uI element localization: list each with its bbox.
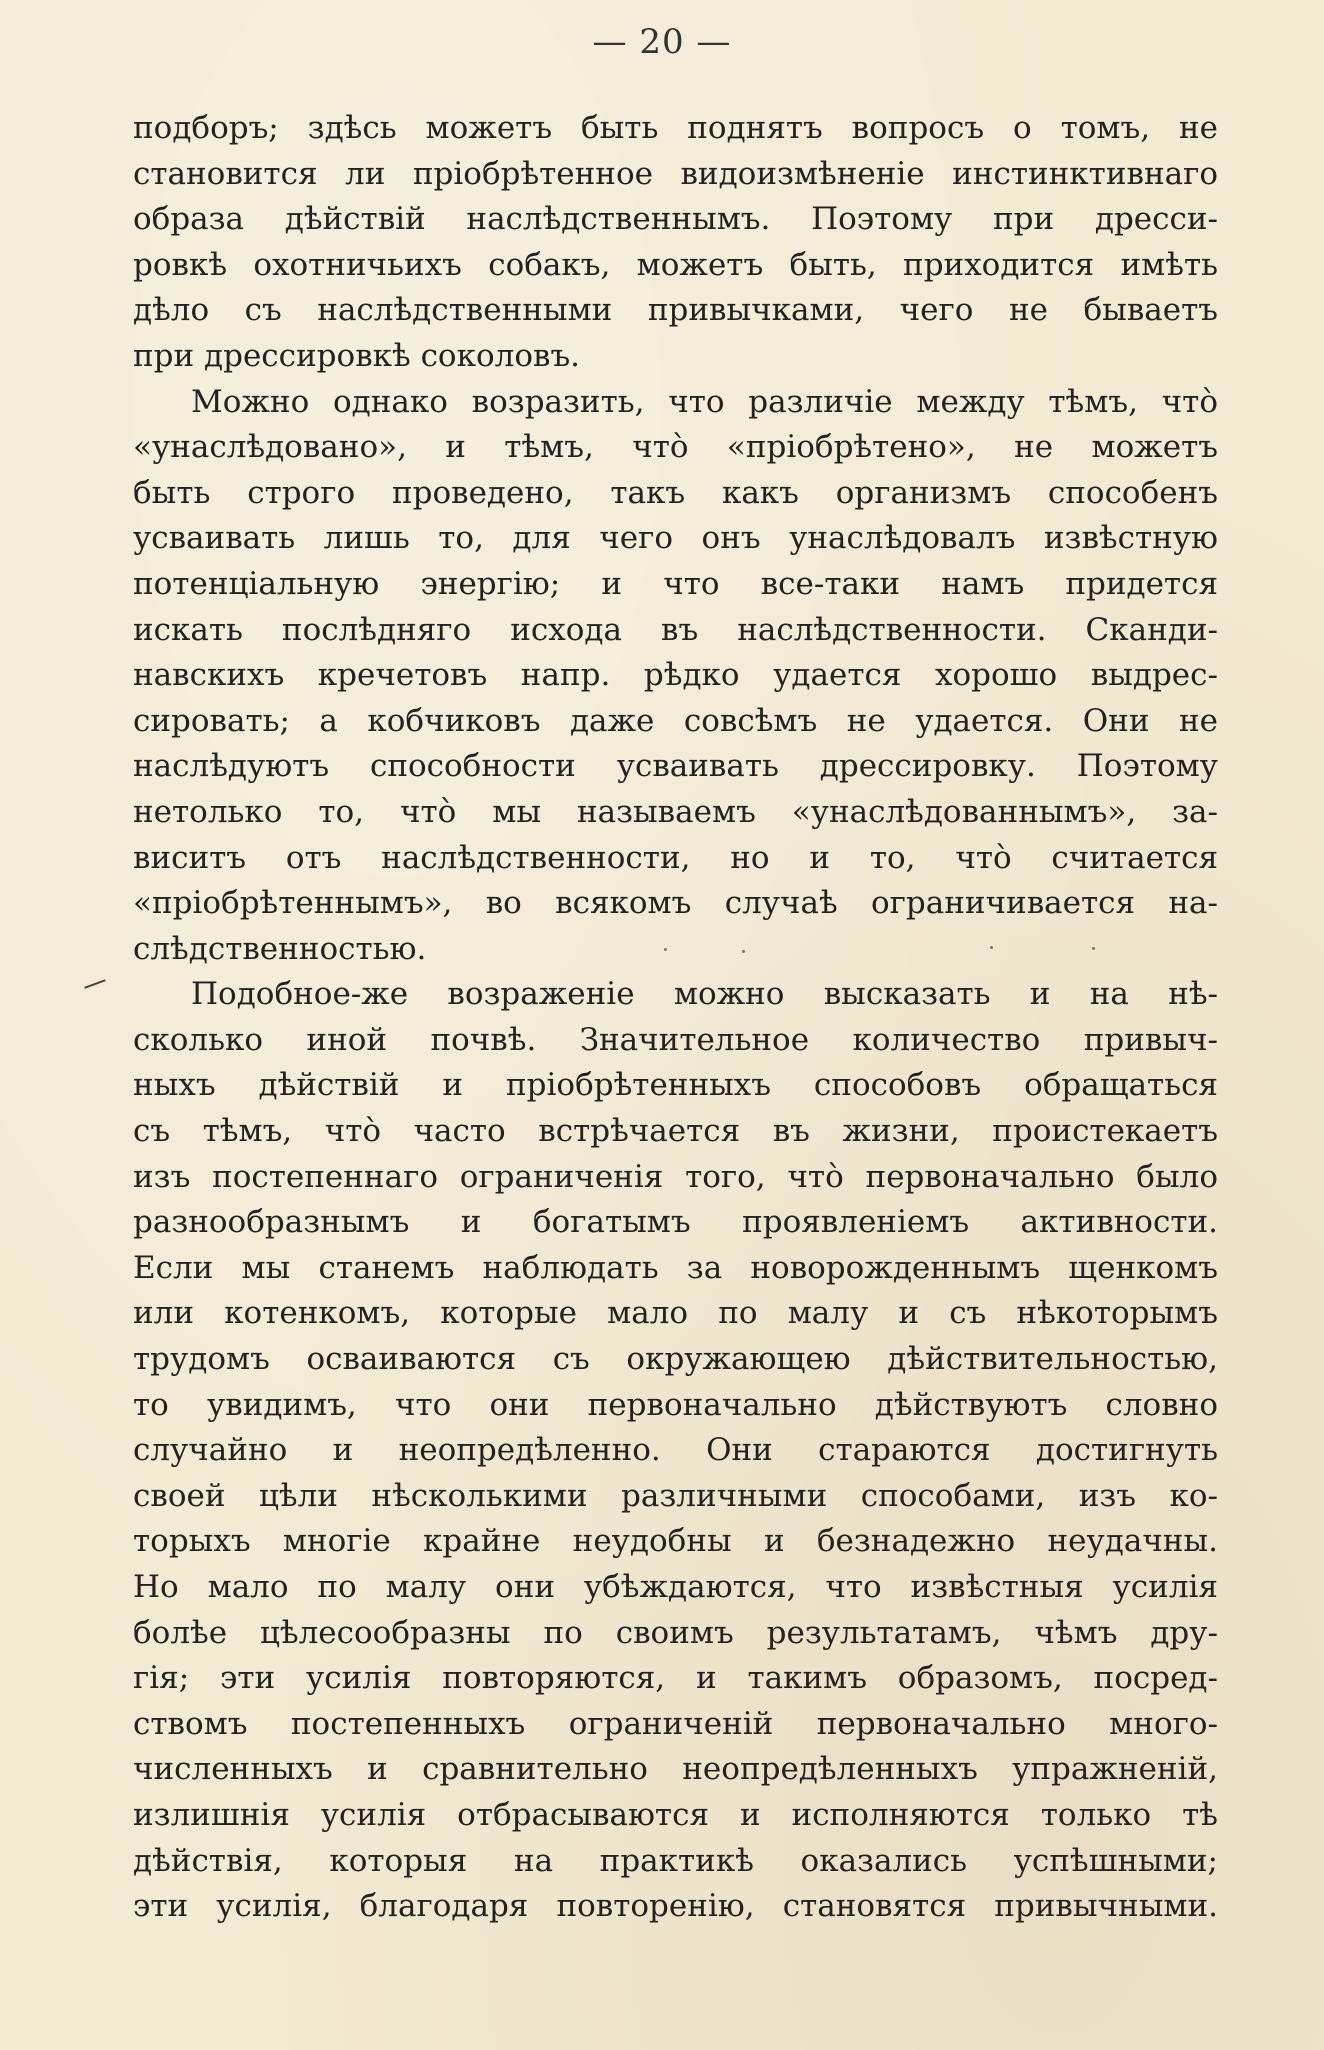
margin-pencil-mark [84, 979, 105, 988]
text-line: болѣе цѣлесообразны по своимъ результатамъ, чѣмъ дру- [133, 1614, 1218, 1651]
text-line: искать послѣдняго исхода въ наслѣдственности. Сканди- [133, 611, 1218, 648]
text-line: дѣйствія, которыя на практикѣ оказались успѣшными; [133, 1842, 1218, 1879]
text-line: трудомъ осваиваются съ окружающею дѣйствительностью, [133, 1341, 1218, 1378]
text-line: излишнія усилія отбрасываются и исполняются только тѣ [133, 1796, 1218, 1833]
text-line: сколько иной почвѣ. Значительное количество привыч- [133, 1021, 1218, 1058]
text-line: усваивать лишь то, для чего онъ унаслѣдовалъ извѣстную [133, 520, 1218, 557]
text-line: ствомъ постепенныхъ ограниченій первоначально много- [133, 1705, 1218, 1742]
text-line: случайно и неопредѣленно. Они стараются достигнуть [133, 1432, 1218, 1469]
text-line: эти усилія, благодаря повторенію, становятся привычными. [133, 1888, 1218, 1925]
text-line: то увидимъ, что они первоначально дѣйствуютъ словно [133, 1386, 1218, 1423]
paragraph-start-line: Можно однако возразить, что различіе между тѣмъ, что̀ [191, 383, 1218, 420]
text-line: потенціальную энергію; и что все-таки намъ придется [133, 565, 1218, 602]
text-line: изъ постепеннаго ограниченія того, что̀ первоначально было [133, 1158, 1218, 1195]
text-line: гія; эти усилія повторяются, и такимъ образомъ, посред- [133, 1660, 1218, 1697]
text-line: или котенкомъ, которые мало по малу и съ нѣкоторымъ [133, 1295, 1218, 1332]
text-line: навскихъ кречетовъ напр. рѣдко удается хорошо выдрес- [133, 657, 1218, 694]
text-line: виситъ отъ наслѣдственности, но и то, что̀ считается [133, 839, 1218, 876]
text-line: дѣло съ наслѣдственными привычками, чего не бываетъ [133, 292, 1218, 329]
text-line: торыхъ многіе крайне неудобны и безнадежно неудачны. [133, 1523, 1218, 1560]
paragraph-start-line: Подобное-же возраженіе можно высказать и на нѣ- [191, 976, 1218, 1013]
paragraph-end-line: при дрессировкѣ соколовъ. [133, 337, 581, 374]
text-line: сировать; а кобчиковъ даже совсѣмъ не удается. Они не [133, 702, 1218, 739]
text-line: Если мы станемъ наблюдать за новорожденнымъ щенкомъ [133, 1249, 1218, 1286]
text-line: ровкѣ охотничьихъ собакъ, можетъ быть, приходится имѣть [133, 246, 1218, 283]
page-number: — 20 — [592, 22, 732, 62]
text-line: разнообразнымъ и богатымъ проявленіемъ активности. [133, 1204, 1218, 1241]
text-line: подборъ; здѣсь можетъ быть поднятъ вопросъ о томъ, не [133, 110, 1218, 146]
text-line: нетолько то, что̀ мы называемъ «унаслѣдованнымъ», за- [133, 793, 1218, 830]
paragraph-end-line: слѣдственностью. [133, 930, 427, 967]
text-line: «пріобрѣтеннымъ», во всякомъ случаѣ ограничивается на- [133, 885, 1218, 922]
text-line: становится ли пріобрѣтенное видоизмѣненіе инстинктивнаго [133, 155, 1218, 192]
body-text [133, 106, 1218, 1930]
text-line: «унаслѣдовано», и тѣмъ, что̀ «пріобрѣтено», не можетъ [133, 429, 1218, 466]
text-line: съ тѣмъ, что̀ часто встрѣчается въ жизни, проистекаетъ [133, 1113, 1218, 1150]
text-line: своей цѣли нѣсколькими различными способами, изъ ко- [133, 1477, 1218, 1514]
text-line: образа дѣйствій наслѣдственнымъ. Поэтому при дресси- [133, 201, 1218, 238]
text-line: Но мало по малу они убѣждаются, что извѣстныя усилія [133, 1569, 1218, 1605]
text-line: наслѣдуютъ способности усваивать дрессировку. Поэтому [133, 748, 1218, 785]
text-line: ныхъ дѣйствій и пріобрѣтенныхъ способовъ обращаться [133, 1067, 1218, 1104]
text-line: быть строго проведено, такъ какъ организмъ способенъ [133, 474, 1218, 511]
text-line: численныхъ и сравнительно неопредѣленныхъ упражненій, [133, 1751, 1218, 1788]
